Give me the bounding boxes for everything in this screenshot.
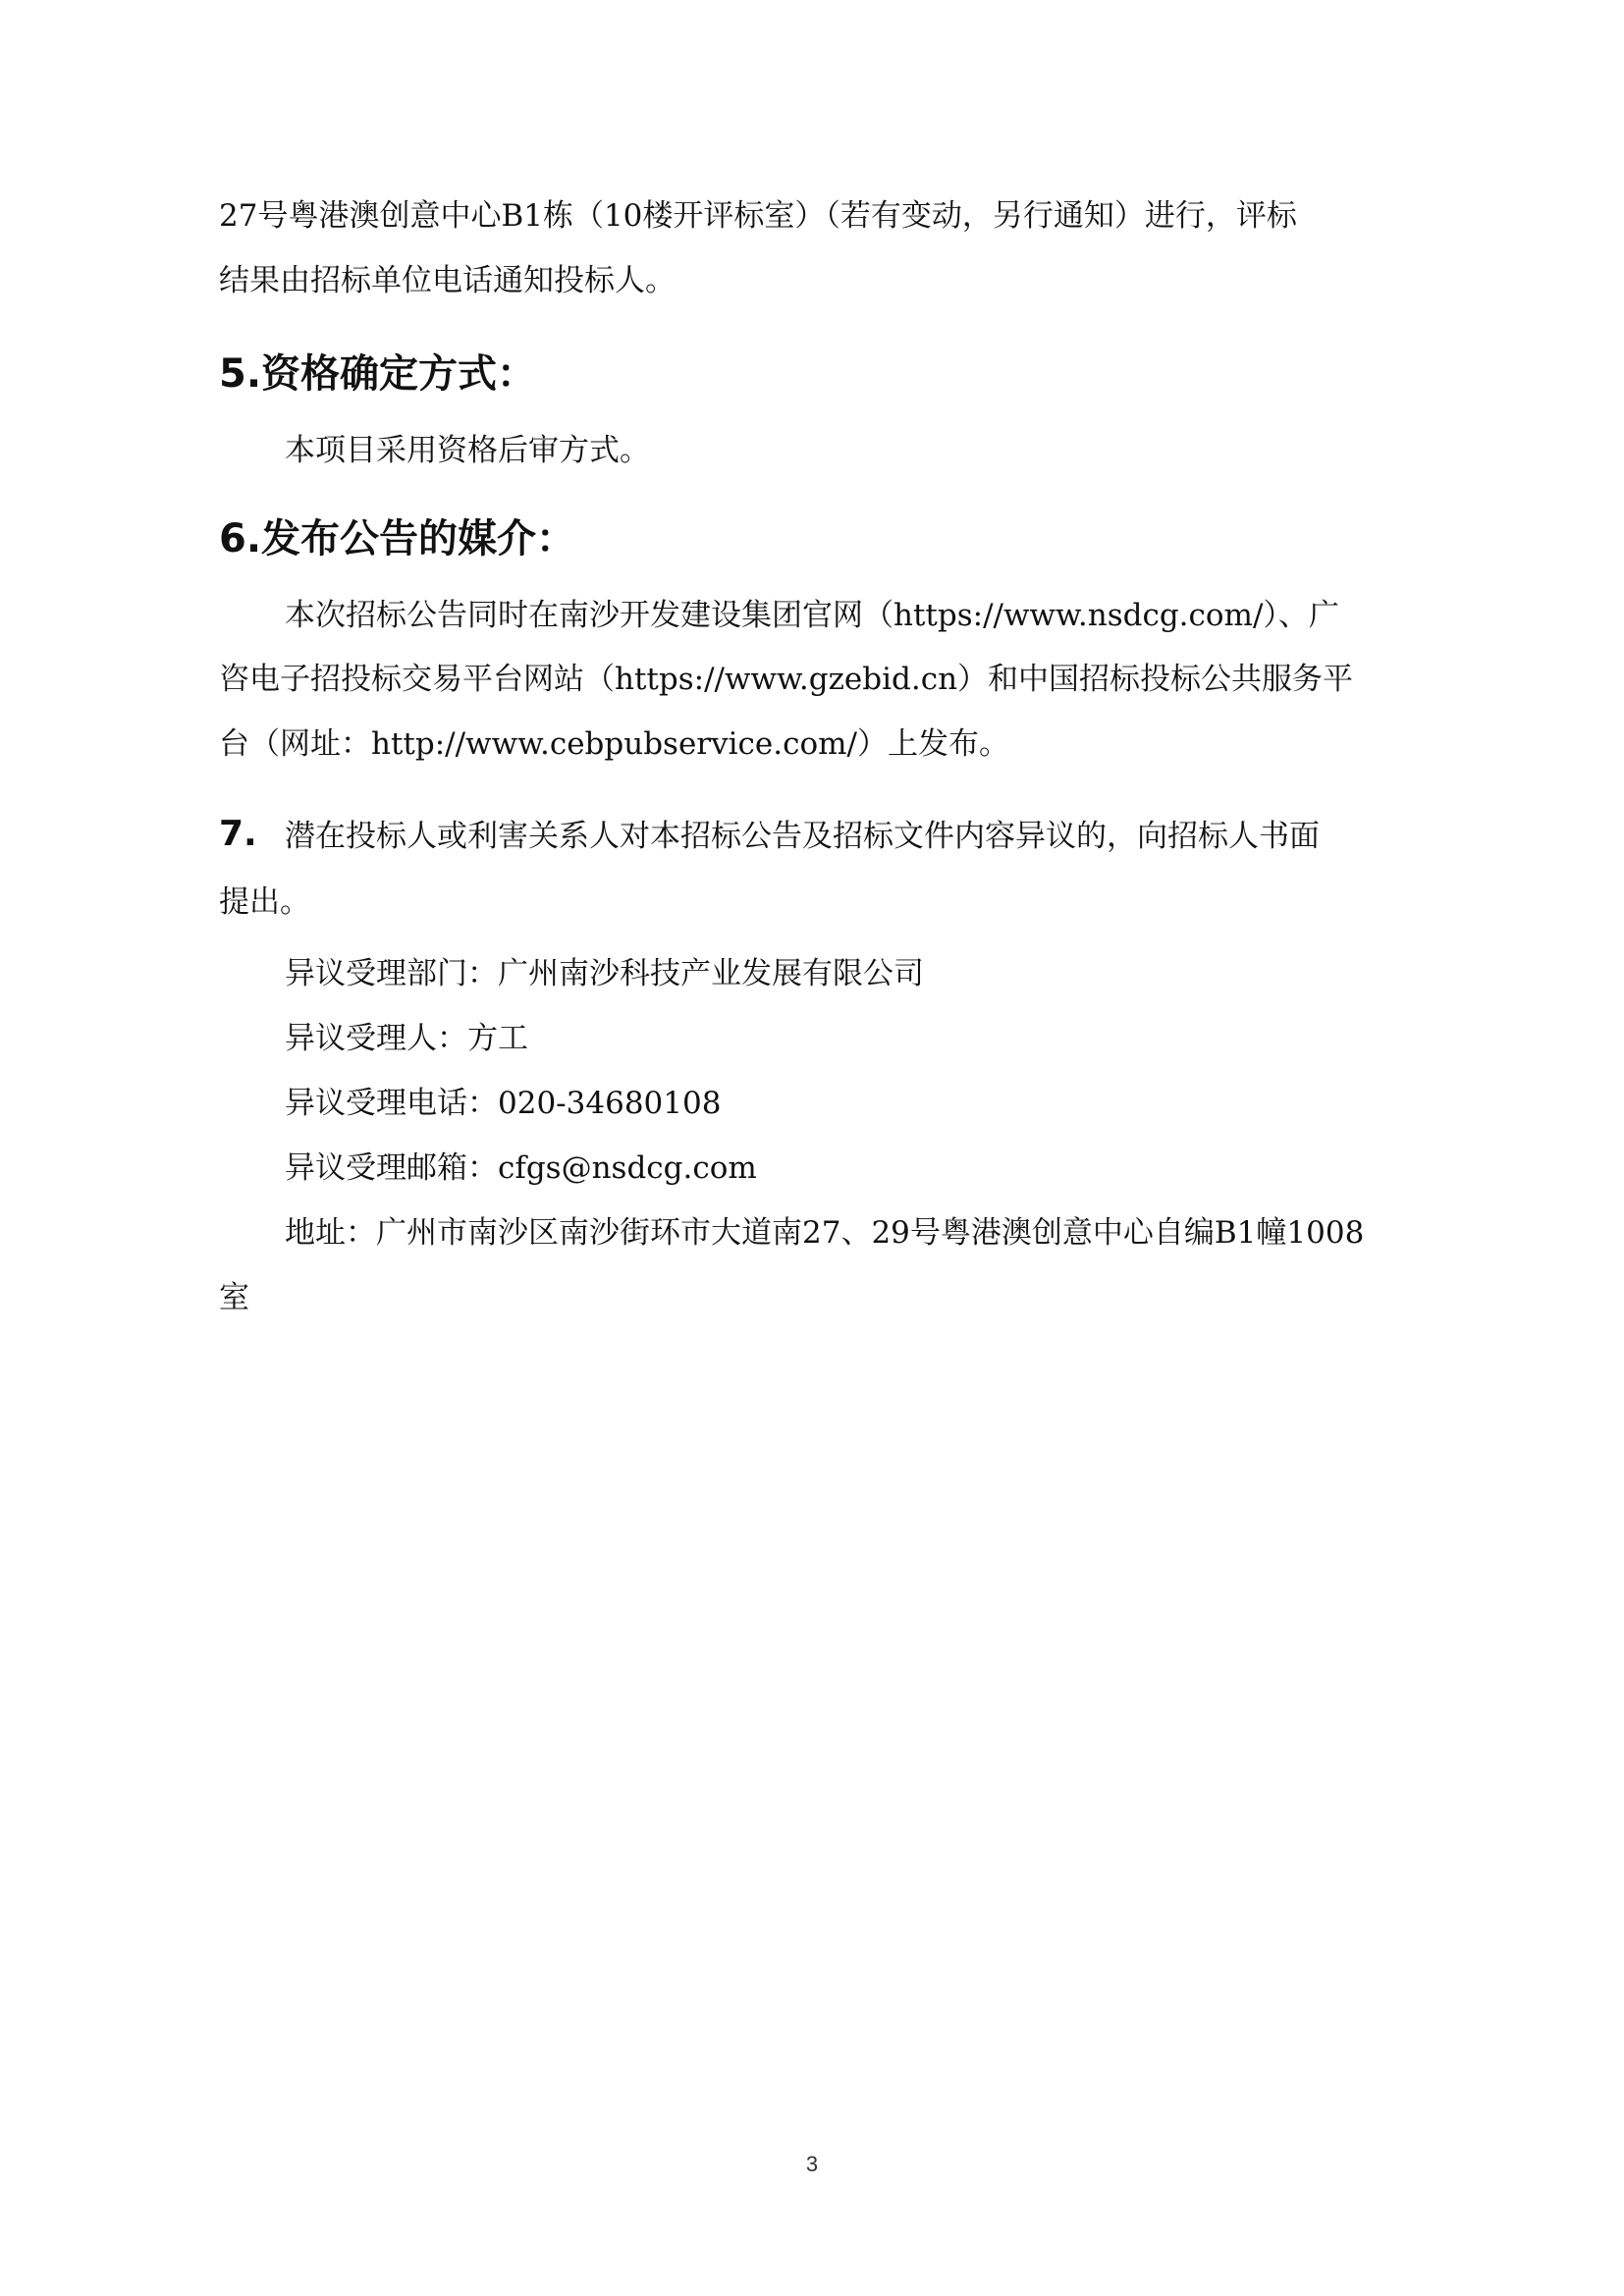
section-7-number: 7. (219, 814, 257, 854)
section-6-line-2: 咨电子招投标交易平台网站（https://www.gzebid.cn）和中国招标投标公共服务平 (219, 662, 1354, 697)
section-7-line-1: 潜在投标人或利害关系人对本招标公告及招标文件内容异议的，向招标人书面 (285, 819, 1320, 854)
objection-address-line-1: 地址：广州市南沙区南沙街环市大道南27、29号粤港澳创意中心自编B1幢1008 (285, 1215, 1365, 1251)
section-5-body: 本项目采用资格后审方式。 (285, 433, 650, 468)
objection-address-line-2: 室 (219, 1280, 249, 1315)
objection-department: 异议受理部门：广州南沙科技产业发展有限公司 (285, 956, 924, 991)
objection-email: 异议受理邮箱：cfgs@nsdcg.com (285, 1150, 757, 1186)
page-number: 3 (805, 2152, 819, 2176)
section-5-heading: 5.资格确定方式： (219, 351, 537, 397)
intro-line-2: 结果由招标单位电话通知投标人。 (219, 263, 676, 298)
section-6-line-3: 台（网址：http://www.cebpubservice.com/）上发布。 (219, 726, 1009, 762)
objection-person: 异议受理人：方工 (285, 1021, 528, 1056)
section-6-heading: 6.发布公告的媒介： (219, 516, 576, 561)
section-6-line-1: 本次招标公告同时在南沙开发建设集团官网（https://www.nsdcg.com/）、广 (285, 598, 1339, 633)
objection-phone: 异议受理电话：020-34680108 (285, 1086, 722, 1121)
section-7-line-2: 提出。 (219, 884, 310, 920)
intro-line-1: 27号粤港澳创意中心B1栋（10楼开评标室）（若有变动，另行通知）进行，评标 (219, 198, 1297, 234)
